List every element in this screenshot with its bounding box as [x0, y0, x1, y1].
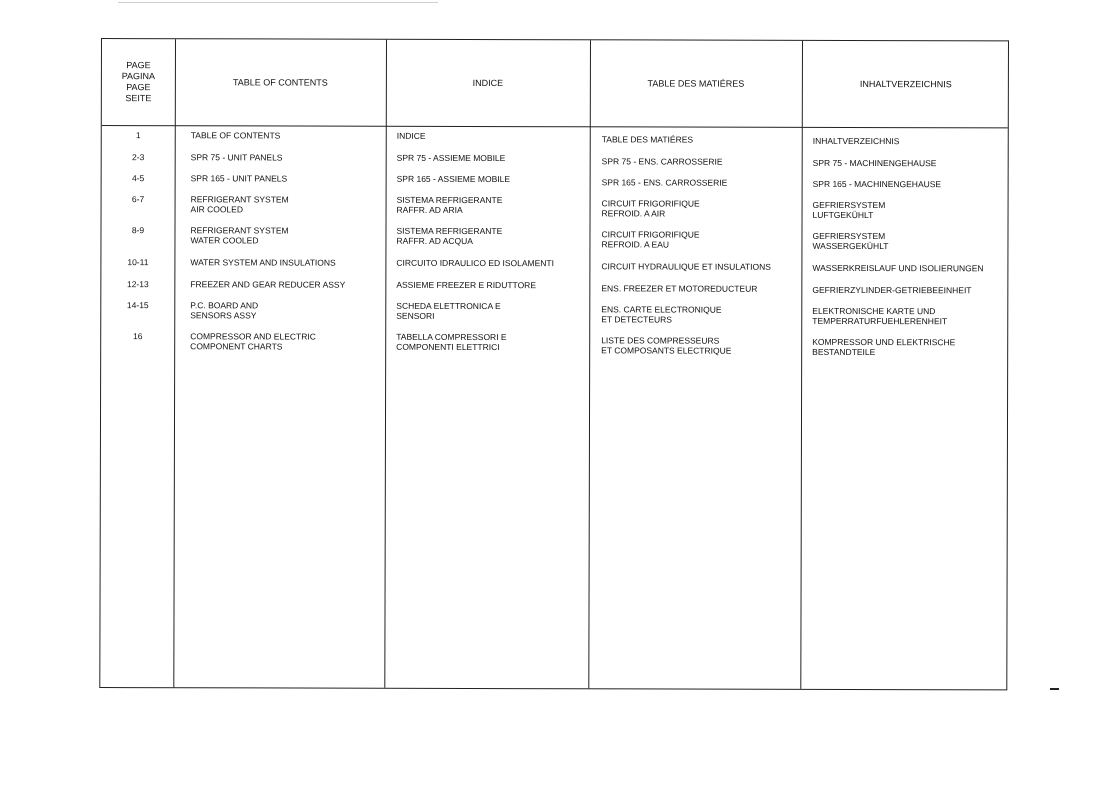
header-french: TABLE DES MATIÉRES	[647, 77, 745, 89]
toc-page-number: 2-3	[132, 152, 145, 163]
toc-entry-line: AIR COOLED	[190, 204, 244, 215]
scan-corner-mark	[1050, 688, 1059, 690]
toc-entry-line: COMPONENTI ELETTRICI	[396, 341, 500, 353]
toc-entry-line: INDICE	[396, 130, 426, 141]
toc-entry-fr	[601, 261, 771, 271]
toc-entry-de	[813, 136, 900, 146]
toc-entry-line: SPR 75 - ENS. CARROSSERIE	[601, 156, 723, 167]
toc-entry-de	[812, 231, 888, 251]
toc-entry-fr	[602, 177, 728, 187]
toc-entry-en	[191, 152, 283, 162]
toc-entry-fr	[601, 283, 757, 293]
toc-entry-line: BESTANDTEILE	[812, 346, 876, 358]
header-page-label-fr: PAGE	[126, 82, 151, 93]
toc-entry-line: P.C. BOARD AND	[190, 300, 259, 311]
toc-entry-de	[812, 306, 947, 326]
toc-page-number: 10-11	[127, 257, 149, 268]
header-page-label-de: SEITE	[125, 93, 152, 104]
toc-entry-line: WASSERGEKÜHLT	[812, 240, 889, 252]
header-page-column	[102, 39, 175, 125]
toc-entry-en	[190, 279, 345, 289]
toc-entry-line: GEFRIERSYSTEM	[812, 230, 886, 242]
column-divider	[588, 40, 591, 688]
toc-entry-fr	[601, 335, 731, 355]
toc-page-number: 16	[132, 331, 143, 342]
toc-entry-line: SPR 75 - MACHINENGEHAUSE	[812, 157, 937, 169]
toc-entry-line: WATER SYSTEM AND INSULATIONS	[190, 257, 336, 268]
header-english: TABLE OF CONTENTS	[232, 76, 328, 88]
toc-entry-de	[813, 200, 886, 220]
column-divider	[384, 40, 387, 688]
toc-entry-line: FREEZER AND GEAR REDUCER ASSY	[190, 279, 346, 290]
toc-entry-line: TABLE DES MATIÉRES	[601, 134, 694, 145]
toc-entry-line: SENSORS ASSY	[190, 310, 257, 321]
toc-entry-line: RAFFR. AD ACQUA	[396, 235, 473, 246]
toc-entry-line: CIRCUIT FRIGORIFIQUE	[601, 229, 700, 240]
toc-entry-line: ENS. FREEZER ET MOTOREDUCTEUR	[601, 283, 758, 294]
toc-entry-de	[812, 285, 971, 295]
toc-entry-line: CIRCUIT HYDRAULIQUE ET INSULATIONS	[601, 261, 771, 272]
toc-entry-line: SPR 75 - UNIT PANELS	[190, 152, 283, 163]
toc-entry-it	[397, 131, 426, 141]
toc-entry-line: WASSERKREISLAUF UND ISOLIERUNGEN	[812, 262, 984, 274]
header-italian: INDICE	[472, 77, 504, 88]
toc-entry-line: WATER COOLED	[190, 235, 259, 246]
toc-entry-en	[191, 194, 289, 214]
toc-entry-fr	[601, 304, 721, 324]
toc-entry-line: SPR 165 - ASSIEME MOBILE	[396, 173, 511, 185]
toc-entry-line: TABLE OF CONTENTS	[190, 130, 281, 141]
toc-entry-line: ET DETECTEURS	[601, 314, 672, 325]
toc-entry-line: TEMPERRATURFUEHLERENHEIT	[812, 315, 948, 327]
toc-page-number: 6-7	[131, 194, 145, 205]
toc-entry-line: KOMPRESSOR UND ELEKTRISCHE	[812, 336, 956, 348]
toc-entry-line: SPR 165 - UNIT PANELS	[190, 173, 288, 184]
toc-entry-line: REFRIGERANT SYSTEM	[190, 225, 289, 236]
toc-entry-line: LUFTGEKÜHLT	[812, 209, 874, 221]
toc-entry-line: SISTEMA REFRIGERANTE	[396, 225, 503, 237]
toc-entry-it	[397, 153, 506, 163]
toc-entry-en	[190, 300, 258, 320]
toc-entry-line: RAFFR. AD ARIA	[396, 204, 463, 215]
header-german: INHALTVERZEICHNIS	[859, 78, 952, 89]
toc-entry-line: COMPRESSOR AND ELECTRIC	[190, 331, 316, 342]
toc-entry-de	[812, 337, 955, 357]
toc-page-number: 12-13	[126, 279, 149, 290]
toc-entry-it	[396, 280, 536, 290]
toc-entry-line: SPR 165 - ENS. CARROSSERIE	[601, 177, 728, 188]
toc-entry-it	[396, 258, 554, 268]
toc-page-number: 8-9	[131, 225, 145, 236]
toc-entry-line: TABELLA COMPRESSORI E	[396, 331, 507, 343]
toc-entry-line: LISTE DES COMPRESSEURS	[601, 335, 720, 346]
toc-page-number: 14-15	[126, 300, 149, 311]
toc-entry-it	[396, 301, 500, 321]
toc-entry-line: GEFRIERZYLINDER-GETRIEBEEINHEIT	[812, 284, 972, 296]
scan-artifact-line	[118, 2, 438, 3]
toc-entry-en	[191, 130, 281, 140]
toc-entry-line: REFROID. A AIR	[601, 208, 666, 219]
toc-entry-fr	[602, 198, 700, 218]
toc-entry-line: CIRCUITO IDRAULICO ED ISOLAMENTI	[396, 257, 555, 269]
toc-entry-line: REFRIGERANT SYSTEM	[190, 194, 289, 205]
toc-entry-de	[813, 158, 937, 168]
column-divider	[800, 41, 803, 689]
toc-entry-line: GEFRIERSYSTEM	[812, 199, 886, 211]
toc-entry-line: CIRCUIT FRIGORIFIQUE	[601, 198, 700, 209]
toc-entry-line: SENSORI	[396, 310, 435, 321]
toc-entry-line: COMPONENT CHARTS	[190, 341, 283, 352]
toc-entry-it	[396, 226, 502, 246]
header-page-label-it: PAGINA	[121, 71, 156, 82]
toc-entry-fr	[602, 156, 723, 166]
header-page-label-en: PAGE	[126, 60, 151, 71]
toc-entry-it	[397, 195, 503, 215]
toc-entry-de	[812, 263, 983, 273]
toc-entry-line: SPR 75 - ASSIEME MOBILE	[396, 152, 506, 164]
toc-entry-line: SISTEMA REFRIGERANTE	[396, 194, 503, 206]
toc-entry-line: ELEKTRONISCHE KARTE UND	[812, 305, 936, 317]
toc-entry-de	[813, 179, 942, 189]
toc-entry-line: SPR 165 - MACHINENGEHAUSE	[812, 178, 942, 190]
toc-page-number: 1	[135, 130, 141, 141]
toc-entry-line: INHALTVERZEICHNIS	[812, 135, 900, 147]
toc-entry-line: ENS. CARTE ELECTRONIQUE	[601, 304, 722, 315]
toc-entry-line: SCHEDA ELETTRONICA E	[396, 300, 501, 312]
toc-entry-it	[396, 332, 506, 352]
toc-entry-line: REFROID. A EAU	[601, 239, 670, 250]
toc-entry-line: ASSIEME FREEZER E RIDUTTORE	[396, 279, 537, 291]
toc-entry-en	[190, 225, 288, 245]
toc-entry-en	[191, 173, 288, 183]
toc-entry-it	[397, 174, 510, 184]
toc-entry-fr	[601, 229, 699, 249]
toc-entry-fr	[602, 134, 693, 144]
toc-entry-line: ET COMPOSANTS ELECTRIQUE	[601, 345, 732, 356]
toc-entry-en	[190, 257, 335, 267]
toc-page-number: 4-5	[131, 173, 145, 184]
table-of-contents-grid	[99, 38, 1009, 690]
toc-entry-en	[190, 331, 316, 351]
